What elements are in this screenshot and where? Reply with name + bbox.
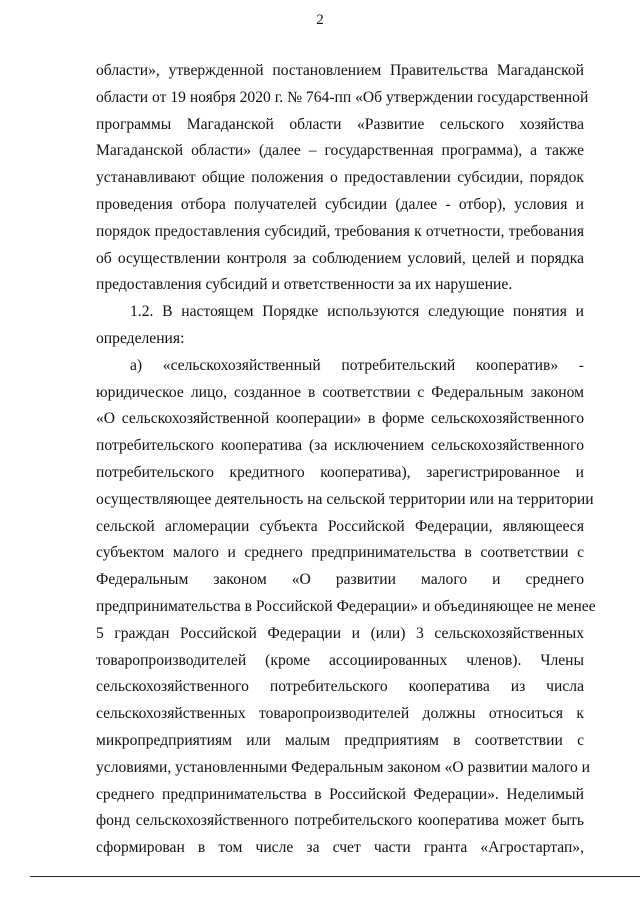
text-line: об осуществлении контроля за соблюдением условий, целей и порядка — [96, 249, 584, 267]
text-line: сельской агломерации субъекта Российской Федерации, являющееся — [96, 517, 584, 535]
text-line: субъектом малого и среднего предпринимательства в соответствии с — [96, 544, 584, 562]
text-line: предпринимательства в Российской Федерации» и объединяющее не менее — [96, 597, 596, 615]
text-line: потребительского кредитного кооператива), зарегистрированное и — [96, 463, 584, 481]
text-line: микропредприятиям или малым предприятиям в соответствии с — [96, 731, 584, 749]
text-line: условиями, установленными Федеральным законом «О развитии малого и — [96, 758, 591, 776]
text-line: сельскохозяйственного потребительского кооператива из числа — [96, 678, 584, 696]
text-line: а) «сельскохозяйственный потребительский кооператив» - — [130, 356, 584, 374]
text-line: устанавливают общие положения о предоставлении субсидии, порядок — [96, 169, 584, 187]
bottom-rule — [30, 876, 640, 877]
text-line: сельскохозяйственных товаропроизводителей должны относиться к — [96, 705, 584, 723]
text-line: проведения отбора получателей субсидии (далее - отбор), условия и — [96, 195, 584, 213]
text-line: области», утвержденной постановлением Правительства Магаданской — [96, 62, 584, 79]
text-line: юридическое лицо, созданное в соответствии с Федеральным законом — [96, 383, 584, 401]
text-line: области от 19 ноября 2020 г. № 764-пп «Об утверждении государственной — [96, 88, 589, 106]
document-body — [96, 58, 596, 862]
text-line: осуществляющее деятельность на сельской территории или на территории — [96, 490, 594, 508]
text-line: среднего предпринимательства в Российской Федерации». Неделимый — [96, 785, 584, 803]
text-line: Федеральным законом «О развитии малого и среднего — [96, 571, 584, 589]
text-line: предоставления субсидий и ответственности за их нарушение. — [96, 276, 513, 294]
text-line: порядок предоставления субсидий, требования к отчетности, требования — [96, 222, 584, 240]
page-number: 2 — [316, 12, 324, 28]
text-line: «О сельскохозяйственной кооперации» в форме сельскохозяйственного — [96, 410, 584, 428]
text-line: товаропроизводителей (кроме ассоциированных членов). Члены — [96, 651, 584, 669]
text-line: потребительского кооператива (за исключением сельскохозяйственного — [96, 437, 584, 455]
text-line: 5 граждан Российской Федерации и (или) 3 сельскохозяйственных — [96, 624, 584, 642]
text-line: программы Магаданской области «Развитие сельского хозяйства — [96, 115, 584, 133]
text-line: 1.2. В настоящем Порядке используются следующие понятия и — [130, 303, 584, 321]
text-line: Магаданской области» (далее – государственная программа), а также — [96, 142, 584, 160]
text-line: сформирован в том числе за счет части гранта «Агростартап», — [96, 839, 584, 857]
text-line: фонд сельскохозяйственного потребительского кооператива может быть — [96, 812, 584, 830]
text-line: определения: — [96, 329, 185, 347]
